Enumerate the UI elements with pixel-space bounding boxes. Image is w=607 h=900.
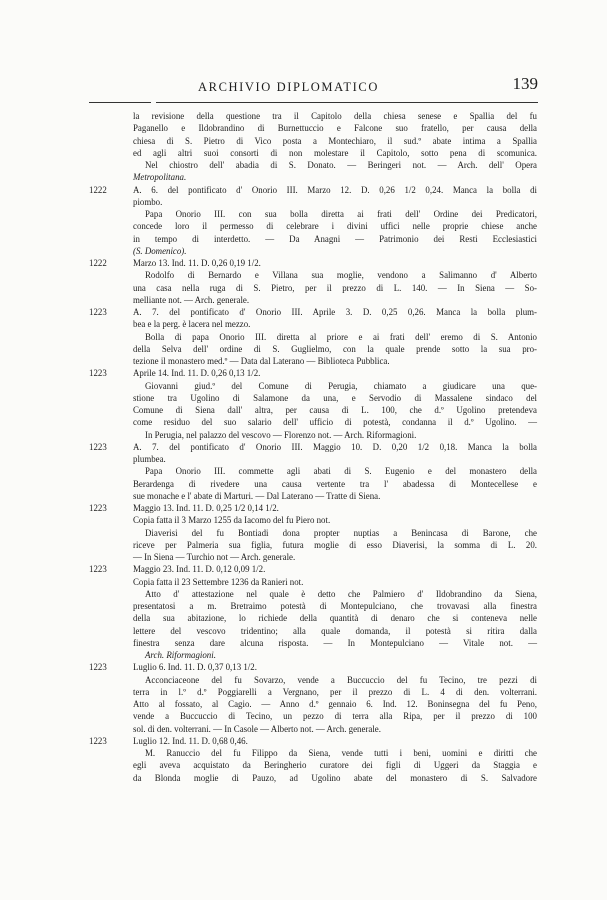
text-line: tezione il monastero med.º — Data dal Laterano — Biblioteca Pubblica. xyxy=(133,356,390,366)
text-line: Comune di Siena dall' altra, per causa di L. 100, che d.º Ugolino pretendeva xyxy=(133,405,537,415)
text-line: terra in l.º d.º Poggiarelli a Vergnano, per il prezzo di L. 4 di den. volterrani. xyxy=(133,686,537,697)
text-line: Diaverisi del fu Bontiadi dona propter nuptias a Benincasa di Barone, che xyxy=(145,527,537,538)
text-line: vende a Buccuccio di Tecino, un pezzo di terra alla Ripa, per il prezzo di 100 xyxy=(133,711,537,722)
intro-paragraph xyxy=(89,110,537,184)
text-line: la revisione della questione tra il Capitolo della chiesa senese e Spallia del fu xyxy=(133,111,537,121)
entry-year: 1223 xyxy=(89,564,107,575)
entry-1223-d xyxy=(89,502,537,563)
text-line: finestra senza dare alcuna risposta. — In Montepulciano — Vitale not. — xyxy=(133,637,537,648)
entry-year: 1222 xyxy=(89,258,107,268)
text-line: egli aveva acquistato da Beringherio curatore dei figli di Uggeri da Staggia e xyxy=(133,760,537,771)
text-line: Giovanni giud.º del Comune di Perugia, chiamato a giudicare una que- xyxy=(145,380,537,391)
entry-heading: A. 7. del pontificato d' Onorio III. Maggio 10. D. 0,20 1/2 0,18. Manca la bolla xyxy=(133,441,537,452)
document-body xyxy=(89,110,537,784)
text-line: in tempo di interdetto. — Da Anagni — Patrimonio dei Resti Ecclesiastici xyxy=(133,233,537,244)
entry-1223-b xyxy=(89,367,537,441)
entry-year: 1223 xyxy=(89,662,107,673)
entry-1223-e xyxy=(89,563,537,661)
text-line: Atto d' attestazione nel quale è detto che Palmiero d' Ildobrandino da Siena, xyxy=(145,588,537,599)
text-line: presentatosi a m. Bretraimo potestà di Montepulciano, che trovavasi alla finestra xyxy=(133,601,537,611)
header-rule-right xyxy=(156,102,538,103)
text-line: In Perugia, nel palazzo del vescovo — Florenzo not. — Arch. Riformagioni. xyxy=(145,429,417,440)
text-line: Acconciaceone del fu Sovarzo, vende a Buccuccio del fu Tecino, tre pezzi di xyxy=(145,674,537,685)
entry-1222-b xyxy=(89,257,537,306)
entry-heading: Luglio 6. Ind. 11. D. 0,37 0,13 1/2. xyxy=(133,662,257,673)
text-line: plumbea. xyxy=(133,454,166,464)
entry-year: 1222 xyxy=(89,184,107,195)
text-line: bea e la perg. è lacera nel mezzo. xyxy=(133,319,251,330)
text-line: Nel chiostro dell' abadia di S. Donato. — Beringeri not. — Arch. dell' Opera xyxy=(145,160,537,170)
entry-year: 1223 xyxy=(89,735,107,746)
text-line: sue monache e l' abate di Marturi. — Dal Laterano — Tratte di Siena. xyxy=(133,490,381,501)
text-line: della Selva dell' ordine di S. Guglielmo, con la quale prende sotto la sua pro- xyxy=(133,343,537,354)
text-line: Rodolfo di Bernardo e Villana sua moglie, vendono a Salimanno d' Alberto xyxy=(145,270,537,281)
entry-1223-g xyxy=(89,735,537,784)
text-line: Bolla di papa Onorio III. diretta al priore e ai frati dell' eremo di S. Antonio xyxy=(145,331,537,342)
entry-year: 1223 xyxy=(89,368,107,379)
text-line: Berardenga di rivedere una causa vertente tra l' abadessa di Montecellese e xyxy=(133,478,537,489)
text-line: Copia fatta il 23 Settembre 1236 da Ranieri not. xyxy=(133,576,304,587)
header-rule-left xyxy=(89,102,151,103)
entry-1222-a xyxy=(89,184,537,258)
text-line: — In Siena — Turchio not — Arch. generale. xyxy=(133,552,296,562)
text-line: lettere del vescovo tridentino; alla quale domanda, il potestà si ritira dalla xyxy=(133,625,537,636)
text-line: riceve per Palmeria sua figlia, futura moglie di esso Diaverisi, la somma di L. 20. xyxy=(133,539,537,550)
text-line: melliante not. — Arch. generale. xyxy=(133,294,250,305)
text-line: Copia fatta il 3 Marzo 1255 da Iacomo del fu Piero not. xyxy=(133,515,331,526)
text-line: chiesa di S. Pietro di Vico posta a Montechiaro, il sud.º abate intima a Spallia xyxy=(133,135,537,146)
entry-year: 1223 xyxy=(89,307,107,317)
entry-heading: A. 7. del pontificato d' Onorio III. Aprile 3. D. 0,25 0,26. Manca la bolla plum- xyxy=(133,307,537,317)
entry-heading: Marzo 13. Ind. 11. D. 0,26 0,19 1/2. xyxy=(133,258,261,268)
text-line: stione tra Ugolino di Salamone da una, e Servodio di Massalene sindaco del xyxy=(133,392,537,403)
entry-heading: Luglio 12. Ind. 11. D. 0,68 0,46. xyxy=(133,735,248,746)
text-line: Paganello e Ildobrandino di Burnettuccio e Falcone suo fratello, per causa della xyxy=(133,123,537,134)
text-line: Metropolitana. xyxy=(133,172,187,183)
text-line: da Blonda moglie di Pauzo, ad Ugolino abate del monastero di S. Salvadore xyxy=(133,772,537,783)
entry-year: 1223 xyxy=(89,503,107,513)
running-header xyxy=(86,74,538,94)
entry-year: 1223 xyxy=(89,441,107,452)
text-line: sol. di den. volterrani. — In Casole — Alberto not. — Arch. generale. xyxy=(133,723,381,734)
text-line: piombo. xyxy=(133,196,163,207)
entry-1223-a xyxy=(89,306,537,367)
text-line: concede loro il permesso di celebrare i divini uffici nelle proprie chiese anche xyxy=(133,221,537,232)
text-line: M. Ranuccio del fu Filippo da Siena, vende tutti i beni, uomini e diritti che xyxy=(145,748,537,758)
entry-heading: Maggio 23. Ind. 11. D. 0,12 0,09 1/2. xyxy=(133,564,266,575)
entry-1223-c xyxy=(89,441,537,502)
text-line: Papa Onorio III. commette agli abati di S. Eugenio e del monastero della xyxy=(145,466,537,477)
entry-1223-f xyxy=(89,661,537,735)
text-line: della sua abitazione, lo richiede della quantità di denaro che si conteneva nelle xyxy=(133,613,537,624)
text-line: Atto al fossato, al Cagio. — Anno d.º gennaio 6. Ind. 12. Boninsegna del fu Peno, xyxy=(133,699,537,709)
running-title: ARCHIVIO DIPLOMATICO xyxy=(198,80,379,94)
text-line: una casa nella ruga di S. Pietro, per il prezzo di L. 140. — In Siena — So- xyxy=(133,282,537,293)
text-line: ed agli altri suoi consorti di non molestare il Capitolo, sotto pena di scomunica. xyxy=(133,147,537,158)
entry-heading: A. 6. del pontificato d' Onorio III. Marzo 12. D. 0,26 1/2 0,24. Manca la bolla di xyxy=(133,184,537,195)
text-line: come residuo del suo salario dell' ufficio di potestà, condanna il d.º Ugolino. — xyxy=(133,417,537,428)
entry-heading: Aprile 14. Ind. 11. D. 0,26 0,13 1/2. xyxy=(133,368,261,379)
entry-heading: Maggio 13. Ind. 11. D. 0,25 1/2 0,14 1/2. xyxy=(133,503,279,513)
page-number: 139 xyxy=(512,74,538,93)
text-line: (S. Domenico). xyxy=(133,245,187,256)
text-line: Papa Onorio III. con sua bolla diretta ai frati dell' Ordine dei Predicatori, xyxy=(145,209,537,219)
text-line: Arch. Riformagioni. xyxy=(145,650,216,660)
